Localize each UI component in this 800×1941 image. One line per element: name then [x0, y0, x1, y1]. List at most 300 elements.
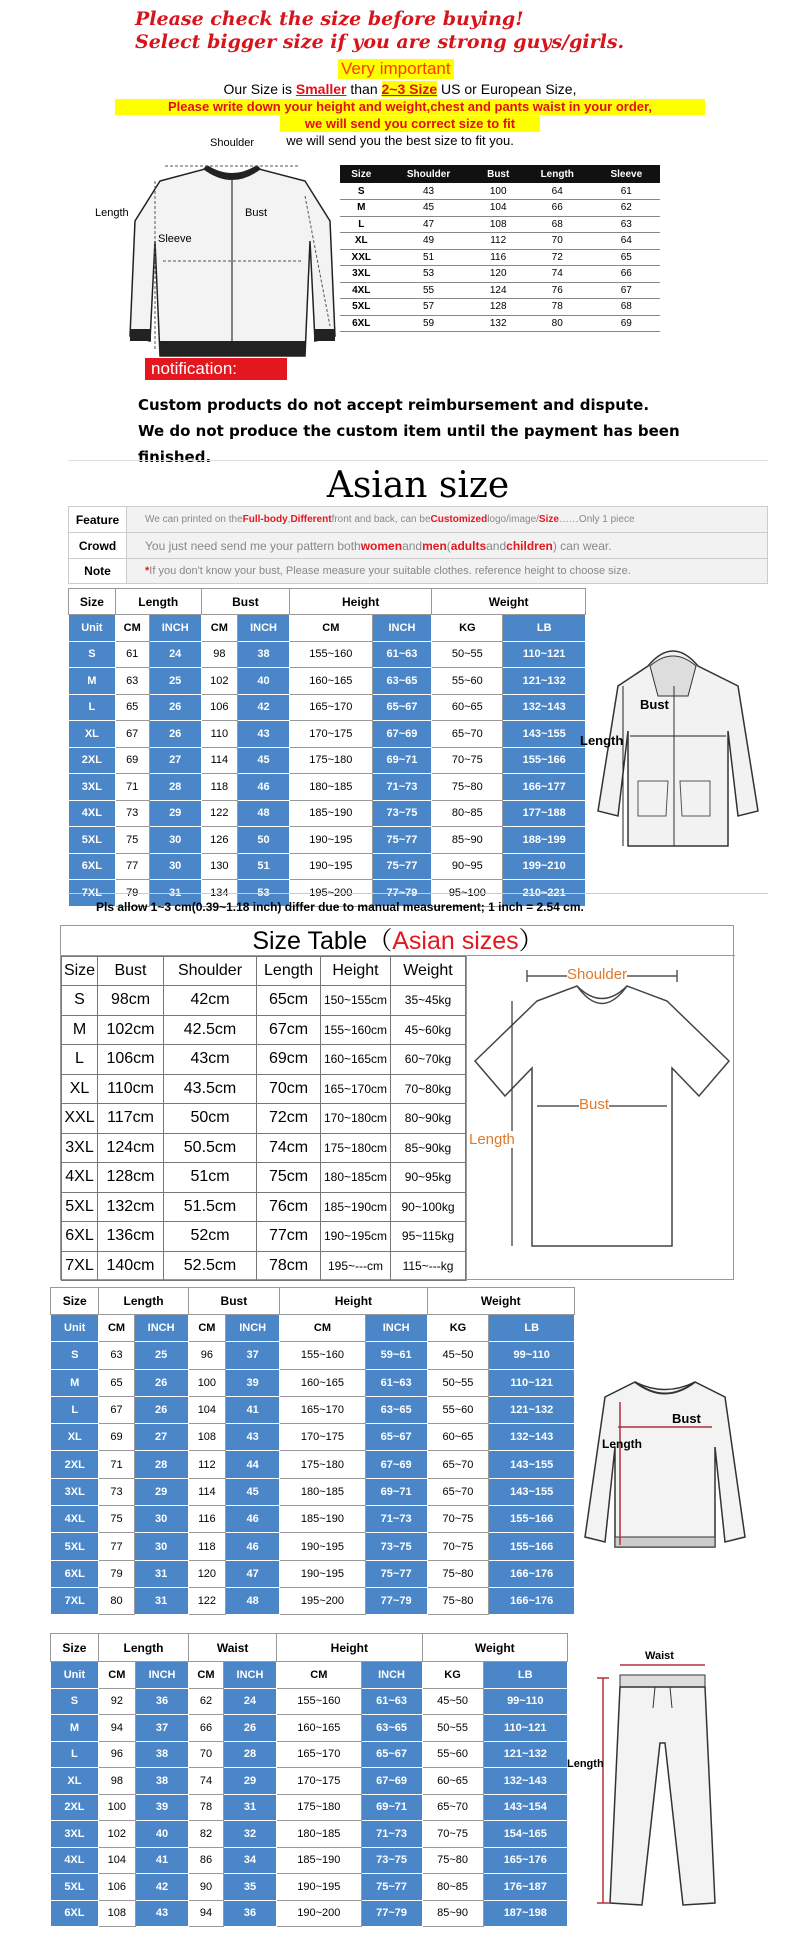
table-cell: 61 — [620, 185, 632, 197]
table-cell: 5XL — [51, 1533, 99, 1560]
table-cell: 63~65 — [361, 1715, 422, 1742]
tshirt-image — [467, 956, 736, 1281]
table-cell: 31 — [149, 880, 201, 907]
table-row — [51, 1506, 575, 1533]
table-cell: 134 — [201, 880, 237, 907]
table-cell: 39 — [226, 1369, 280, 1396]
table-cell: 34 — [223, 1847, 276, 1874]
table-cell: 114 — [201, 747, 237, 774]
table-cell: 70~80kg — [391, 1074, 466, 1104]
table-cell: 160~165 — [290, 668, 373, 695]
table-cell: 74 — [551, 268, 563, 280]
table-cell: M — [357, 202, 366, 214]
correct-size-note: we will send you correct size to fit — [280, 116, 540, 132]
table-cell: 66 — [551, 202, 563, 214]
sweatshirt-diagram — [580, 1367, 750, 1567]
table-cell: 75cm — [257, 1163, 321, 1193]
table-cell: 114 — [188, 1478, 226, 1505]
unit-header-cell: LB — [503, 615, 586, 642]
table-cell: 39 — [135, 1794, 188, 1821]
table-cell: S — [69, 641, 116, 668]
table-cell: 78cm — [257, 1251, 321, 1281]
table-cell: 69~71 — [365, 1478, 427, 1505]
table-cell: 80 — [551, 317, 563, 329]
table-cell: 43 — [135, 1900, 188, 1927]
table-cell: 46 — [226, 1533, 280, 1560]
tshirt-diagram — [466, 956, 735, 1281]
table-cell: 5XL — [69, 827, 116, 854]
tshirt-header-cell: Shoulder — [164, 957, 257, 986]
table-cell: 41 — [135, 1847, 188, 1874]
table-cell: S — [51, 1688, 99, 1715]
table-row — [69, 694, 586, 721]
table-cell: 45~50 — [427, 1342, 489, 1369]
table-cell: 74 — [189, 1768, 224, 1795]
table-cell: 52cm — [164, 1222, 257, 1252]
unit-header-cell: INCH — [223, 1662, 276, 1689]
table-cell: 122 — [188, 1587, 226, 1614]
table-cell: 73 — [115, 800, 149, 827]
text-segment: ……Only 1 piece — [558, 514, 635, 525]
table-cell: 57 — [422, 301, 435, 313]
table-row — [69, 853, 586, 880]
jacket-table-header — [340, 165, 660, 183]
table-cell: 61~63 — [361, 1688, 422, 1715]
table-cell: 75~80 — [427, 1587, 489, 1614]
table-row — [51, 1900, 568, 1927]
unit-header-cell: KG — [422, 1662, 483, 1689]
table-cell: 132~143 — [489, 1424, 575, 1451]
table-cell: 70~75 — [432, 747, 503, 774]
table-cell: 60~65 — [427, 1424, 489, 1451]
table-cell: 104 — [188, 1396, 226, 1423]
table-cell: 140cm — [98, 1251, 164, 1281]
group-header-cell: Height — [280, 1288, 427, 1315]
table-cell: 59 — [422, 317, 435, 329]
table-cell: 122 — [201, 800, 237, 827]
table-cell: 155~166 — [503, 747, 586, 774]
header-line2: Select bigger size if you are strong guys/girls. — [135, 31, 625, 53]
table-cell: 4XL — [69, 800, 116, 827]
table-cell: 82 — [189, 1821, 224, 1848]
table-row — [51, 1688, 568, 1715]
table-cell: 104 — [98, 1847, 135, 1874]
table-cell: 112 — [490, 235, 507, 247]
unit-header-cell: CM — [277, 1662, 361, 1689]
jacket-shoulder-label: Shoulder — [210, 137, 255, 149]
text-segment: If you don't know your bust, Please measure your suitable clothes. reference height to choose size. — [149, 565, 631, 577]
table-cell: 24 — [149, 641, 201, 668]
table-cell: 36 — [223, 1900, 276, 1927]
hoodie-length-label: Length — [580, 733, 624, 748]
pants-diagram — [567, 1650, 740, 1923]
table-cell: 92 — [98, 1688, 135, 1715]
table-cell: 55~60 — [422, 1741, 483, 1768]
hoodie-size-table — [68, 588, 586, 907]
table-cell: 99~110 — [483, 1688, 567, 1715]
text-segment: , — [287, 514, 291, 525]
crowd-text — [127, 533, 767, 558]
table-cell: 121~132 — [483, 1741, 567, 1768]
text-segment: Full-body — [242, 514, 288, 525]
table-cell: 40 — [135, 1821, 188, 1848]
unit-header-cell: LB — [489, 1315, 575, 1342]
jacket-sleeve-label: Sleeve — [158, 233, 192, 245]
table-cell: 42 — [135, 1874, 188, 1901]
table-cell: 53 — [237, 880, 289, 907]
table-row — [340, 249, 660, 266]
table-cell: 175~180cm — [321, 1133, 391, 1163]
jacket-size-table — [340, 165, 660, 332]
table-cell: 155~160 — [277, 1688, 361, 1715]
text-segment: women — [360, 538, 403, 553]
size-table-title: Size Table（Asian sizes） — [61, 926, 735, 956]
table-cell: 71~73 — [361, 1821, 422, 1848]
table-cell: 185~190cm — [321, 1192, 391, 1222]
sweatshirt-length-label: Length — [602, 1437, 642, 1451]
table-cell: M — [51, 1369, 99, 1396]
table-cell: 78 — [189, 1794, 224, 1821]
table-cell: 132 — [489, 317, 507, 329]
table-cell: 55 — [422, 284, 435, 296]
table-row — [340, 200, 660, 217]
table-row — [340, 216, 660, 233]
table-cell: 65~67 — [361, 1741, 422, 1768]
table-cell: 2XL — [51, 1794, 99, 1821]
table-cell: 166~176 — [489, 1587, 575, 1614]
pants-section — [50, 1633, 740, 1933]
table-cell: 104 — [489, 202, 507, 214]
table-cell: 106cm — [98, 1045, 164, 1075]
table-cell: 29 — [223, 1768, 276, 1795]
table-cell: 143~154 — [483, 1794, 567, 1821]
table-cell: 86 — [189, 1847, 224, 1874]
tshirt-header-cell: Height — [321, 957, 391, 986]
table-cell: L — [62, 1045, 98, 1075]
table-cell: 154~165 — [483, 1821, 567, 1848]
table-cell: XXL — [351, 251, 371, 263]
table-cell: 116 — [490, 251, 507, 263]
table-cell: 170~175 — [280, 1424, 366, 1451]
table-cell: 98cm — [98, 986, 164, 1016]
table-cell: 4XL — [51, 1506, 99, 1533]
table-row — [69, 668, 586, 695]
table-cell: 76 — [551, 284, 563, 296]
table-cell: 50cm — [164, 1104, 257, 1134]
table-cell: 187~198 — [483, 1900, 567, 1927]
table-cell: 50~55 — [427, 1369, 489, 1396]
table-cell: 50~55 — [432, 641, 503, 668]
table-cell: 38 — [135, 1768, 188, 1795]
table-cell: 5XL — [352, 301, 371, 313]
table-cell: 80~85 — [422, 1874, 483, 1901]
table-cell: 69~71 — [361, 1794, 422, 1821]
table-cell: 121~132 — [489, 1396, 575, 1423]
table-cell: 102cm — [98, 1015, 164, 1045]
table-cell: 75~77 — [365, 1560, 427, 1587]
table-row — [51, 1396, 575, 1423]
table-row — [51, 1874, 568, 1901]
table-cell: 6XL — [51, 1900, 99, 1927]
table-cell: 26 — [149, 694, 201, 721]
table-cell: 38 — [135, 1741, 188, 1768]
table-row — [62, 1104, 466, 1134]
unit-header-cell: INCH — [226, 1315, 280, 1342]
table-cell: S — [51, 1342, 99, 1369]
table-cell: 80 — [99, 1587, 134, 1614]
table-cell: XL — [69, 721, 116, 748]
our-size-note: Our Size is Smaller than 2~3 Size US or European Size, — [223, 81, 577, 97]
table-cell: 118 — [188, 1533, 226, 1560]
table-cell: 27 — [134, 1424, 188, 1451]
table-cell: 155~160 — [280, 1342, 366, 1369]
crowd-row — [68, 532, 768, 558]
table-cell: 160~165 — [280, 1369, 366, 1396]
table-cell: 65 — [115, 694, 149, 721]
table-cell: 75~77 — [361, 1874, 422, 1901]
hoodie-table-body — [69, 615, 586, 907]
table-cell: 70 — [551, 235, 563, 247]
table-cell: 63 — [99, 1342, 134, 1369]
table-cell: 60~65 — [422, 1768, 483, 1795]
table-row — [51, 1715, 568, 1742]
table-cell: 175~180 — [280, 1451, 366, 1478]
table-cell: 195~200 — [290, 880, 373, 907]
table-cell: 108 — [98, 1900, 135, 1927]
table-cell: 6XL — [51, 1560, 99, 1587]
table-cell: 112 — [188, 1451, 226, 1478]
table-cell: 63~65 — [372, 668, 432, 695]
table-cell: 106 — [98, 1874, 135, 1901]
table-cell: XL — [51, 1424, 99, 1451]
table-cell: 143~155 — [503, 721, 586, 748]
table-cell: 195~200 — [280, 1587, 366, 1614]
feature-label: Feature — [69, 507, 127, 532]
table-cell: 100 — [489, 185, 507, 197]
table-cell: 52.5cm — [164, 1251, 257, 1281]
table-cell: 3XL — [51, 1821, 99, 1848]
table-cell: 25 — [149, 668, 201, 695]
table-cell: 59~61 — [365, 1342, 427, 1369]
table-cell: 118 — [201, 774, 237, 801]
tshirt-table-header — [62, 957, 466, 986]
table-cell: 143~155 — [489, 1478, 575, 1505]
table-cell: 166~177 — [503, 774, 586, 801]
table-cell: 90~95kg — [391, 1163, 466, 1193]
table-cell: 35 — [223, 1874, 276, 1901]
unit-header-row — [51, 1315, 575, 1342]
table-row — [62, 1163, 466, 1193]
table-cell: 175~180 — [277, 1794, 361, 1821]
jacket-header-cell: Sleeve — [610, 168, 643, 180]
table-row — [69, 747, 586, 774]
table-cell: 126 — [201, 827, 237, 854]
table-cell: 64 — [551, 185, 563, 197]
table-cell: 132~143 — [503, 694, 586, 721]
table-cell: 77 — [99, 1533, 134, 1560]
table-cell: 79 — [115, 880, 149, 907]
table-cell: 71~73 — [372, 774, 432, 801]
table-cell: 98 — [201, 641, 237, 668]
table-cell: 75~80 — [432, 774, 503, 801]
sweatshirt-table-body — [51, 1315, 575, 1615]
header-line1: Please check the size before buying! — [135, 8, 524, 30]
table-cell: 185~190 — [277, 1847, 361, 1874]
table-cell: 30 — [134, 1533, 188, 1560]
unit-header-cell: LB — [483, 1662, 567, 1689]
table-cell: 3XL — [51, 1478, 99, 1505]
text-segment: Customized — [430, 514, 488, 525]
table-cell: 43 — [237, 721, 289, 748]
table-cell: 60~65 — [432, 694, 503, 721]
pants-table-body — [51, 1662, 568, 1927]
table-cell: 28 — [134, 1451, 188, 1478]
table-cell: 41 — [226, 1396, 280, 1423]
table-cell: 90~100kg — [391, 1192, 466, 1222]
table-row — [62, 1074, 466, 1104]
table-cell: 175~180 — [290, 747, 373, 774]
jacket-length-label: Length — [95, 207, 129, 219]
hoodie-info-rows — [68, 506, 768, 584]
pants-size-table — [50, 1633, 568, 1927]
table-cell: 143~155 — [489, 1451, 575, 1478]
group-header-cell: Bust — [201, 589, 289, 615]
table-cell: 160~165cm — [321, 1045, 391, 1075]
table-cell: 51 — [422, 251, 435, 263]
table-cell: 72cm — [257, 1104, 321, 1134]
sweatshirt-group-header — [51, 1288, 575, 1315]
hoodie-bust-label: Bust — [640, 697, 669, 712]
table-cell: 75~77 — [372, 853, 432, 880]
table-cell: 37 — [135, 1715, 188, 1742]
table-cell: 170~175 — [290, 721, 373, 748]
table-cell: 180~185cm — [321, 1163, 391, 1193]
text-segment: logo/image/ — [487, 514, 539, 525]
table-row — [51, 1741, 568, 1768]
table-cell: XL — [51, 1768, 99, 1795]
table-cell: 47 — [226, 1560, 280, 1587]
table-cell: 165~170 — [290, 694, 373, 721]
table-cell: 70 — [189, 1741, 224, 1768]
table-cell: 199~210 — [503, 853, 586, 880]
text-segment: children — [506, 538, 553, 553]
group-header-cell: Length — [98, 1634, 188, 1662]
table-cell: 5XL — [51, 1874, 99, 1901]
table-row — [62, 1192, 466, 1222]
table-cell: 4XL — [51, 1847, 99, 1874]
table-cell: 72 — [551, 251, 563, 263]
table-cell: 66 — [189, 1715, 224, 1742]
table-cell: 42.5cm — [164, 1015, 257, 1045]
table-row — [51, 1821, 568, 1848]
table-cell: 30 — [134, 1506, 188, 1533]
table-cell: 75~80 — [422, 1847, 483, 1874]
table-cell: 115~---kg — [391, 1251, 466, 1281]
group-header-cell: Size — [51, 1288, 99, 1315]
table-cell: 65~70 — [432, 721, 503, 748]
table-cell: 67 — [620, 284, 632, 296]
table-row — [62, 986, 466, 1016]
note-row — [68, 558, 768, 584]
table-cell: 6XL — [62, 1222, 98, 1252]
table-cell: 27 — [149, 747, 201, 774]
table-cell: 45 — [422, 202, 435, 214]
table-cell: 63~65 — [365, 1396, 427, 1423]
table-cell: 65~67 — [365, 1424, 427, 1451]
table-cell: 5XL — [62, 1192, 98, 1222]
group-header-cell: Waist — [189, 1634, 277, 1662]
table-cell: 73 — [99, 1478, 134, 1505]
table-cell: 96 — [98, 1741, 135, 1768]
table-cell: 3XL — [69, 774, 116, 801]
unit-header-row — [69, 615, 586, 642]
table-cell: 48 — [237, 800, 289, 827]
table-cell: 99~110 — [489, 1342, 575, 1369]
table-row — [51, 1451, 575, 1478]
group-header-cell: Weight — [422, 1634, 567, 1662]
table-cell: 65~67 — [372, 694, 432, 721]
table-cell: 70~75 — [427, 1533, 489, 1560]
unit-header-row — [51, 1662, 568, 1689]
text-segment: We can printed on the — [145, 514, 243, 525]
table-cell: S — [62, 986, 98, 1016]
table-cell: 132cm — [98, 1192, 164, 1222]
table-cell: 70~75 — [427, 1506, 489, 1533]
table-cell: 7XL — [62, 1251, 98, 1281]
table-cell: S — [357, 185, 365, 197]
group-header-cell: Size — [51, 1634, 99, 1662]
table-cell: 62 — [189, 1688, 224, 1715]
table-cell: 69~71 — [372, 747, 432, 774]
table-row — [340, 299, 660, 316]
group-header-cell: Weight — [432, 589, 586, 615]
pants-group-header — [51, 1634, 568, 1662]
tshirt-header-cell: Size — [62, 957, 98, 986]
table-cell: 50 — [237, 827, 289, 854]
table-row — [62, 1015, 466, 1045]
table-row — [51, 1794, 568, 1821]
jacket-bust-label: Bust — [245, 207, 268, 219]
table-cell: 190~195cm — [321, 1222, 391, 1252]
group-header-cell: Weight — [427, 1288, 574, 1315]
table-cell: 73~75 — [361, 1847, 422, 1874]
table-cell: 120 — [188, 1560, 226, 1587]
table-cell: 108 — [188, 1424, 226, 1451]
table-cell: 170~180cm — [321, 1104, 391, 1134]
table-cell: 116 — [188, 1506, 226, 1533]
table-cell: 70~75 — [422, 1821, 483, 1848]
table-cell: 85~90kg — [391, 1133, 466, 1163]
table-cell: 110~121 — [503, 641, 586, 668]
table-cell: 6XL — [69, 853, 116, 880]
unit-header-cell: CM — [98, 1662, 135, 1689]
unit-header-cell: Unit — [69, 615, 116, 642]
feature-row — [68, 506, 768, 532]
table-cell: 69 — [115, 747, 149, 774]
table-row — [51, 1560, 575, 1587]
table-row — [340, 315, 660, 332]
table-cell: 50.5cm — [164, 1133, 257, 1163]
table-cell: 117cm — [98, 1104, 164, 1134]
table-cell: 45~60kg — [391, 1015, 466, 1045]
table-cell: 7XL — [51, 1587, 99, 1614]
table-cell: 71 — [99, 1451, 134, 1478]
table-cell: 177~188 — [503, 800, 586, 827]
table-cell: 77~79 — [361, 1900, 422, 1927]
table-cell: XL — [354, 235, 368, 247]
sweatshirt-image — [580, 1367, 750, 1567]
table-cell: 121~132 — [503, 668, 586, 695]
